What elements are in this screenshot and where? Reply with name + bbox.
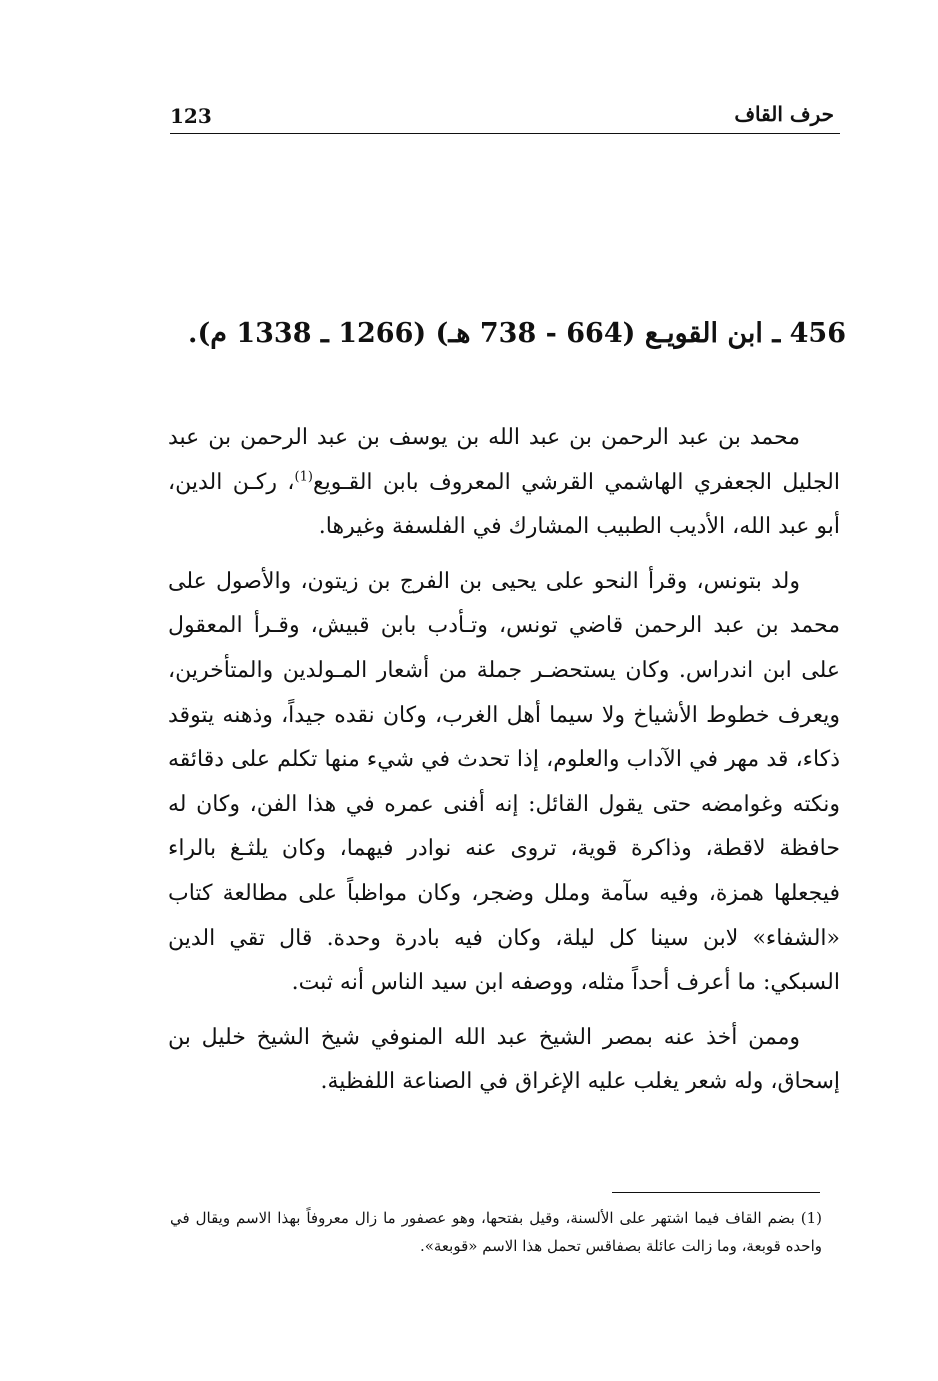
page-header xyxy=(170,100,840,132)
paragraph-1-text: محمد بن عبد الرحمن بن عبد الله بن يوسف بن عبد الرحمن بن عبد الجليل الجعفري الهاشمي القرشي المعروف بابن القـويع xyxy=(168,425,840,495)
footnotes xyxy=(170,1204,822,1260)
entry-title: 456 ـ ابن القويـع (664 - 738 هـ) (1266 ـ 1338 م). xyxy=(188,318,846,349)
paragraph-name-lineage xyxy=(168,416,840,550)
footnote-rule xyxy=(612,1192,820,1193)
footnote-reference: (1) xyxy=(294,469,313,485)
page-number: 123 xyxy=(170,104,212,128)
header-rule xyxy=(170,133,840,134)
running-head: حرف القاف xyxy=(734,102,834,126)
footnote-1: (1) بضم القاف فيما اشتهر على الألسنة، وقيل بفتحها، وهو عصفور ما زال معروفاً بهذا الاسم ويقال في واحده قوبعة، وما زالت عائلة بصفاقس تحمل هذا الاسم «قوبعة». xyxy=(170,1209,822,1255)
paragraph-students: وممن أخذ عنه بمصر الشيخ عبد الله المنوفي شيخ الشيخ خليل بن إسحاق، وله شعر يغلب عليه الإغراق في الصناعة اللفظية. xyxy=(168,1024,840,1095)
entry-body xyxy=(168,416,840,1115)
paragraph-1-text-continued: ، ركـن الدين، أبو عبد الله، الأديب الطبيب المشارك في الفلسفة وغيرها. xyxy=(168,469,840,540)
paragraph-biography: ولد بتونس، وقرأ النحو على يحيى بن الفرج بن زيتون، والأصول على محمد بن عبد الرحمن قاضي تونس، وتـأدب بابن قبيش، وقـرأ المعقول على ابن اندراس. وكان يستحضـر جملة من أشعار المـولدين والمتأخرين، ويعرف خطوط الأشياخ ولا سيما أهل الغرب، وكان نقده جيداً، وذهنه يتوقد ذكاء، قد مهر في الآداب والعلوم، إذا تحدث في شيء منها تكلم على دقائقه ونكته وغوامضه حتى يقول القائل: إنه أفنى عمره في هذا الفن، وكان له حافظة لاقطة، وذاكرة قوية، تروى عنه نوادر فيهما، وكان يلثـغ بالراء فيجعلها همزة، وفيه سآمة وملل وضجر، وكان مواظباً على مطالعة كتاب «الشفاء» لابن سينا كل ليلة، وكان فيه بادرة وحدة. قال تقي الدين السبكي: ما أعرف أحداً مثله، ووصفه ابن سيد الناس أنه ثبت. xyxy=(168,568,840,996)
